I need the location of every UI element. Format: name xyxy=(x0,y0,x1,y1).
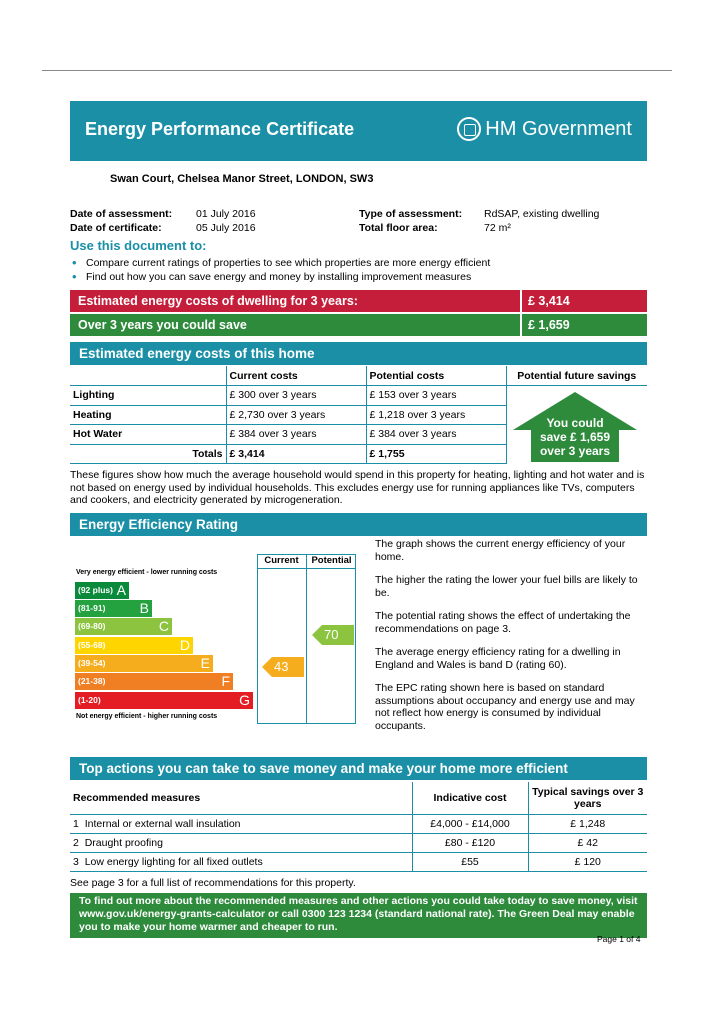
page-number: Page 1 of 4 xyxy=(597,934,641,944)
eer-heading: Energy Efficiency Rating xyxy=(70,513,647,536)
totals-potential: £ 1,755 xyxy=(366,444,506,464)
potential-rating-marker xyxy=(312,625,354,645)
col-future-savings: Potential future savings xyxy=(506,366,647,386)
current-rating: 43 xyxy=(274,659,289,674)
estimated-cost-label: Estimated energy costs of dwelling for 3 years: xyxy=(70,290,522,312)
government-logo xyxy=(457,117,632,141)
row-label: Lighting xyxy=(70,386,226,406)
table-header-row xyxy=(70,366,647,386)
measure-cell: 1 Internal or external wall insulation xyxy=(70,814,412,833)
totals-current: £ 3,414 xyxy=(226,444,366,464)
top-rule xyxy=(42,70,672,71)
costs-heading: Estimated energy costs of this home xyxy=(70,342,647,365)
eer-header-rule xyxy=(257,568,356,569)
floor-value: 72 m² xyxy=(484,222,511,234)
measure-cell: 2 Draught proofing xyxy=(70,833,412,852)
header-banner xyxy=(70,101,647,161)
band-e: (39-54) E xyxy=(75,655,213,672)
current-rating-marker xyxy=(262,657,304,677)
see-page-note: See page 3 for a full list of recommendations for this property. xyxy=(70,877,356,889)
crest-icon xyxy=(457,117,481,141)
use-title: Use this document to: xyxy=(70,238,207,253)
type-value: RdSAP, existing dwelling xyxy=(484,208,600,220)
totals-label: Totals xyxy=(70,444,226,464)
col-measure: Recommended measures xyxy=(70,782,412,814)
use-item: • Compare current ratings of properties to see which properties are more energy efficient xyxy=(72,257,490,271)
eer-col-potential: Potential xyxy=(311,555,352,566)
date-certificate-value: 05 July 2016 xyxy=(196,222,256,234)
saving-cell: £ 1,248 xyxy=(528,814,647,833)
row-current: £ 300 over 3 years xyxy=(226,386,366,406)
eer-text-5: The EPC rating shown here is based on standard assumptions about occupancy and energy use and may not reflect how energy is consumed by individual occupants. xyxy=(375,682,635,732)
eer-top-label: Very energy efficient - lower running costs xyxy=(76,569,218,576)
eer-col-current: Current xyxy=(264,555,299,566)
cost-cell: £80 - £120 xyxy=(412,833,528,852)
band-c: (69-80) C xyxy=(75,618,172,635)
eer-col-divider xyxy=(306,554,307,724)
savings-bar xyxy=(70,314,647,336)
row-potential: £ 1,218 over 3 years xyxy=(366,405,506,425)
cost-cell: £4,000 - £14,000 xyxy=(412,814,528,833)
estimated-cost-value: £ 3,414 xyxy=(528,294,570,308)
band-d: (55-68) D xyxy=(75,637,193,654)
use-list xyxy=(72,257,490,284)
row-label: Heating xyxy=(70,405,226,425)
row-label: Hot Water xyxy=(70,425,226,445)
eer-text-1: The graph shows the current energy efficiency of your home. xyxy=(375,538,626,563)
savings-arrow xyxy=(513,392,637,462)
row-potential: £ 384 over 3 years xyxy=(366,425,506,445)
eer-bottom-label: Not energy efficient - higher running costs xyxy=(76,713,218,720)
col-current-costs: Current costs xyxy=(226,366,366,386)
table-row xyxy=(70,833,647,852)
arrow-line-2: save £ 1,659 xyxy=(539,430,611,444)
date-assessment-label: Date of assessment: xyxy=(70,208,173,220)
property-address: Swan Court, Chelsea Manor Street, LONDON, SW3 xyxy=(110,173,374,185)
date-certificate-label: Date of certificate: xyxy=(70,222,162,234)
row-potential: £ 153 over 3 years xyxy=(366,386,506,406)
government-name: HM Government xyxy=(485,117,632,140)
date-assessment-value: 01 July 2016 xyxy=(196,208,256,220)
saving-cell: £ 120 xyxy=(528,852,647,871)
eer-text-2: The higher the rating the lower your fuel bills are likely to be. xyxy=(375,574,638,599)
saving-cell: £ 42 xyxy=(528,833,647,852)
eer-text-3: The potential rating shows the effect of undertaking the recommendations on page 3. xyxy=(375,610,631,635)
col-savings: Typical savings over 3 years xyxy=(528,782,647,814)
band-f: (21-38) F xyxy=(75,673,233,690)
actions-table xyxy=(70,782,647,872)
band-g: (1-20) G xyxy=(75,692,253,709)
row-current: £ 2,730 over 3 years xyxy=(226,405,366,425)
type-label: Type of assessment: xyxy=(359,208,463,220)
document-title: Energy Performance Certificate xyxy=(85,119,355,139)
savings-label: Over 3 years you could save xyxy=(70,314,522,336)
row-current: £ 384 over 3 years xyxy=(226,425,366,445)
table-row xyxy=(70,814,647,833)
table-header-row xyxy=(70,782,647,814)
band-a: (92 plus) A xyxy=(75,582,129,599)
costs-note: These figures show how much the average household would spend in this property for heating, lighting and hot water and is not based on energy used by individual households. This excludes energy use for running appliances like TVs, computers and cookers, and electricity generated by microgeneration. xyxy=(70,469,645,506)
use-item: • Find out how you can save energy and money by installing improvement measures xyxy=(72,271,490,285)
estimated-cost-bar xyxy=(70,290,647,312)
savings-value: £ 1,659 xyxy=(528,318,570,332)
arrow-line-3: over 3 years xyxy=(539,444,611,458)
cost-cell: £55 xyxy=(412,852,528,871)
arrow-line-1: You could xyxy=(546,416,604,430)
col-potential-costs: Potential costs xyxy=(366,366,506,386)
table-row xyxy=(70,852,647,871)
potential-rating: 70 xyxy=(324,627,339,642)
measure-cell: 3 Low energy lighting for all fixed outlets xyxy=(70,852,412,871)
floor-label: Total floor area: xyxy=(359,222,438,234)
band-b: (81-91) B xyxy=(75,600,152,617)
eer-text-4: The average energy efficiency rating for a dwelling in England and Wales is band D (rating 60). xyxy=(375,646,621,671)
actions-heading: Top actions you can take to save money and make your home more efficient xyxy=(70,757,647,780)
col-cost: Indicative cost xyxy=(412,782,528,814)
footer-info: To find out more about the recommended measures and other actions you could take today to save money, visit www.gov.uk/energy-grants-calculator or call 0300 123 1234 (standard national rate). The Green Deal may enable you to make your home warmer and cheaper to run. xyxy=(70,893,647,938)
